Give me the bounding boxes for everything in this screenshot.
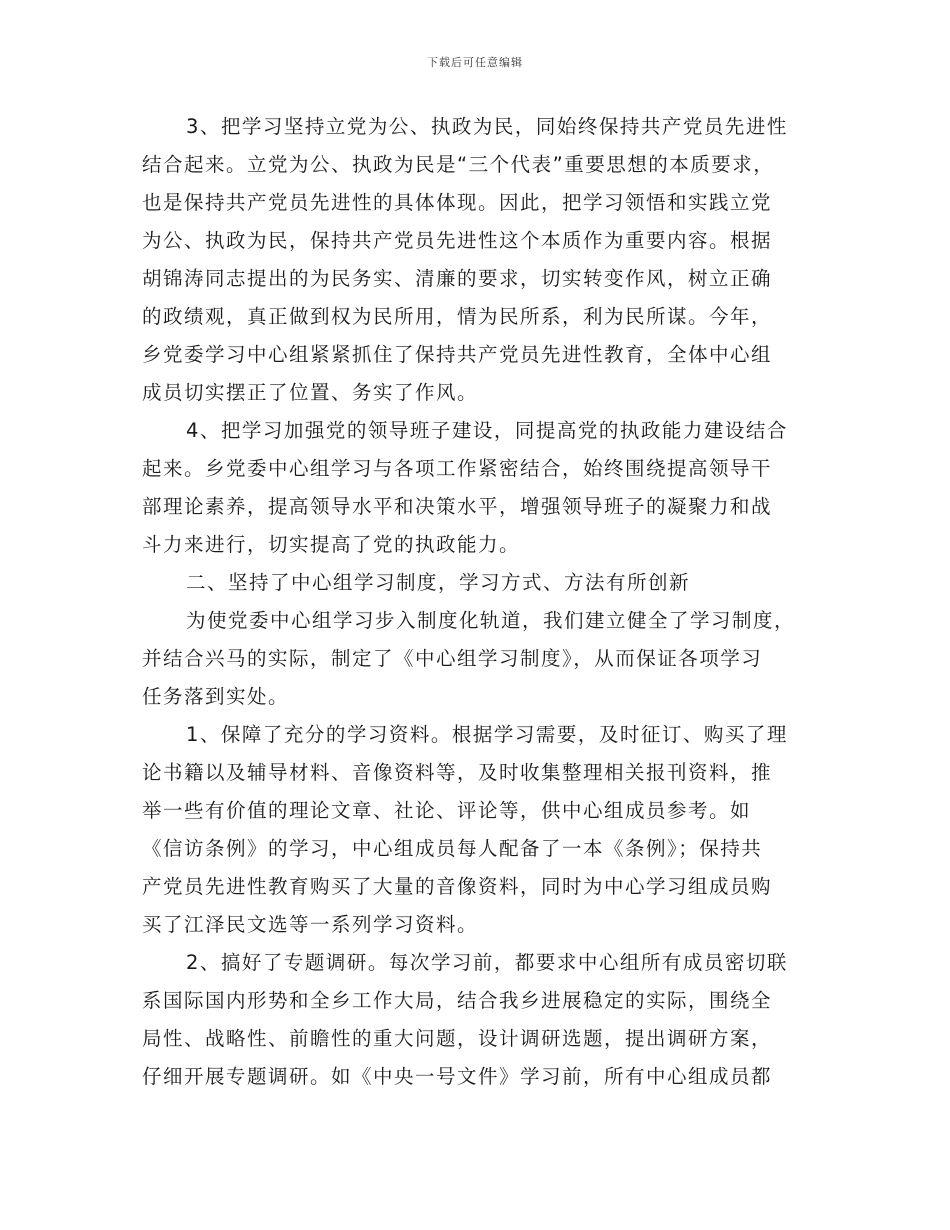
- paragraph-line: 论书籍以及辅导材料、音像资料等，及时收集整理相关报刊资料，推: [142, 761, 773, 784]
- paragraph-line: 结合起来。立党为公、执政为民是“三个代表”重要思想的本质要求，: [142, 153, 775, 176]
- paragraph-line: 并结合兴马的实际，制定了《中心组学习制度》，从而保证各项学习: [142, 647, 763, 670]
- section-heading: 二、坚持了中心组学习制度，学习方式、方法有所创新: [186, 571, 691, 594]
- paragraph-line: 任务落到实处。: [142, 685, 290, 708]
- paragraph-line: 2、搞好了专题调研。每次学习前，都要求中心组所有成员密切联: [186, 951, 788, 974]
- paragraph-line: 部理论素养，提高领导水平和决策水平，增强领导班子的凝聚力和战: [142, 495, 773, 518]
- paragraph-line: 产党员先进性教育购买了大量的音像资料，同时为中心学习组成员购: [142, 875, 773, 898]
- paragraph-line: 起来。乡党委中心组学习与各项工作紧密结合，始终围绕提高领导干: [142, 457, 773, 480]
- paragraph-line: 胡锦涛同志提出的为民务实、清廉的要求，切实转变作风，树立正确: [142, 267, 773, 290]
- paragraph-line: 《信访条例》的学习，中心组成员每人配备了一本《条例》；保持共: [142, 837, 763, 860]
- paragraph-line: 斗力来进行，切实提高了党的执政能力。: [142, 533, 521, 556]
- document-body: [142, 108, 822, 1096]
- paragraph-line: 仔细开展专题调研。如《中央一号文件》学习前，所有中心组成员都: [142, 1065, 773, 1088]
- paragraph-line: 乡党委学习中心组紧紧抓住了保持共产党员先进性教育，全体中心组: [142, 343, 773, 366]
- paragraph-line: 也是保持共产党员先进性的具体体现。因此，把学习领悟和实践立党: [142, 191, 773, 214]
- paragraph-line: 局性、战略性、前瞻性的重大问题，设计调研选题，提出调研方案，: [142, 1027, 773, 1050]
- paragraph-line: 1、保障了充分的学习资料。根据学习需要，及时征订、购买了理: [186, 723, 788, 746]
- paragraph-line: 买了江泽民文选等一系列学习资料。: [142, 913, 479, 936]
- paragraph-line: 为公、执政为民，保持共产党员先进性这个本质作为重要内容。根据: [142, 229, 773, 252]
- paragraph-line: 4、把学习加强党的领导班子建设，同提高党的执政能力建设结合: [186, 419, 788, 442]
- page-header-note: 下载后可任意编辑: [427, 56, 523, 69]
- paragraph-line: 的政绩观，真正做到权为民所用，情为民所系，利为民所谋。今年，: [142, 305, 773, 328]
- paragraph-line: 系国际国内形势和全乡工作大局，结合我乡进展稳定的实际，围绕全: [142, 989, 773, 1012]
- paragraph-line: 举一些有价值的理论文章、社论、评论等，供中心组成员参考。如: [142, 799, 752, 822]
- paragraph-line: 为使党委中心组学习步入制度化轨道，我们建立健全了学习制度，: [186, 609, 796, 632]
- paragraph-line: 3、把学习坚持立党为公、执政为民，同始终保持共产党员先进性: [186, 115, 788, 138]
- paragraph-line: 成员切实摆正了位置、务实了作风。: [142, 381, 479, 404]
